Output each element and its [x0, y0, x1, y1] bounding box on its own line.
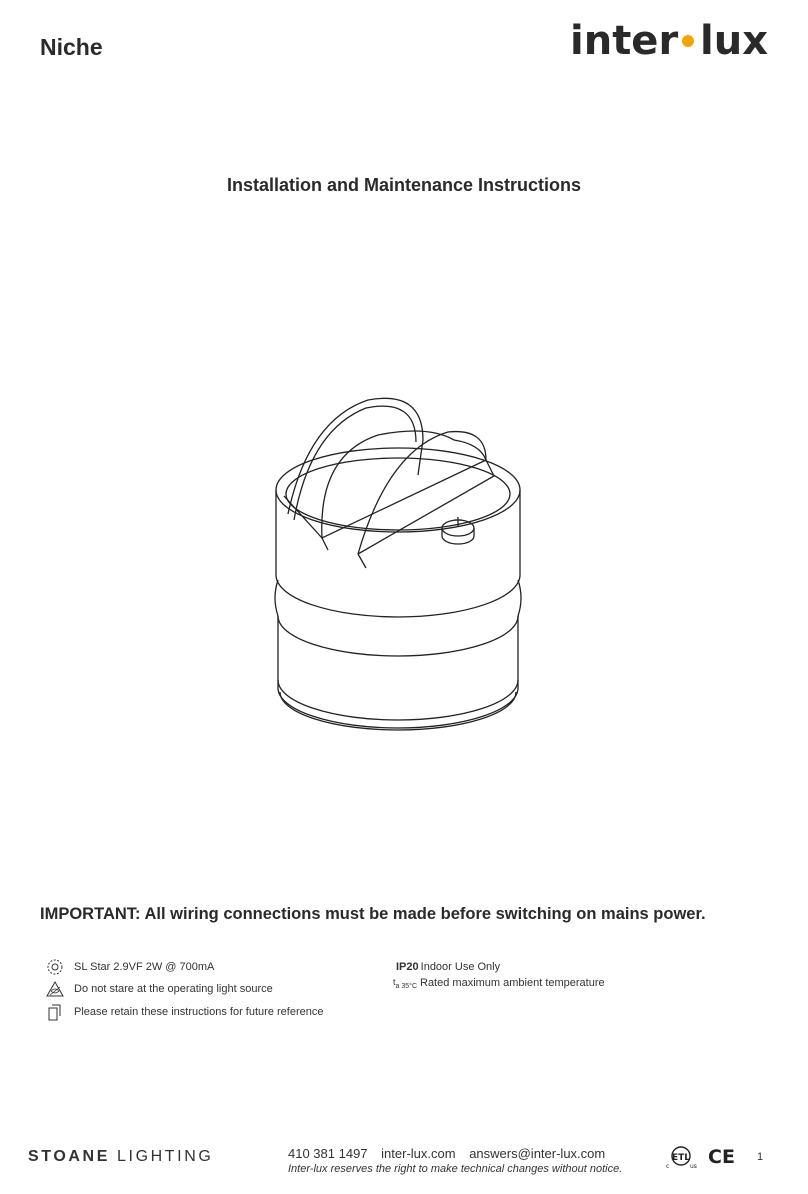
spec-retain-instructions [46, 1003, 323, 1021]
footer-phone: 410 381 1497 [288, 1146, 368, 1161]
page-number: 1 [757, 1151, 764, 1163]
spec-retain-text: Please retain these instructions for future reference [74, 1006, 324, 1018]
ce-mark-icon [708, 1145, 738, 1167]
stoane-lighting-logo [28, 1148, 213, 1166]
inter-lux-logo [570, 14, 782, 66]
spec-led [46, 958, 214, 976]
spec-stare-warning [46, 980, 273, 998]
product-name: Niche [40, 34, 103, 60]
led-star-icon [46, 958, 64, 976]
ta-symbol-sub: a 35°C [395, 982, 417, 990]
logo-text-right: lux [700, 18, 768, 64]
spec-ip-rating [396, 961, 500, 973]
spec-stare-text: Do not stare at the operating light source [74, 983, 273, 995]
etl-us-mark: us [690, 1163, 697, 1170]
logo-dot [682, 35, 694, 47]
logo-text-left: inter [570, 18, 679, 64]
footer-brand-bold: STOANE [28, 1148, 110, 1165]
etl-c-mark: c [666, 1163, 670, 1170]
ip-text: Indoor Use Only [420, 961, 501, 973]
document-title: Installation and Maintenance Instructions [226, 175, 582, 195]
spec-led-text: SL Star 2.9VF 2W @ 700mA [74, 961, 215, 973]
ta-text: Rated maximum ambient temperature [420, 977, 605, 990]
ce-mark-text: CE [708, 1146, 735, 1167]
fixture-illustration [258, 380, 538, 750]
footer-disclaimer: Inter-lux reserves the right to make technical changes without notice. [288, 1163, 623, 1175]
ip-code: IP20 [396, 961, 419, 973]
ta-symbol-letter: t [393, 977, 396, 987]
footer-contact [288, 1146, 615, 1161]
footer-website[interactable]: inter-lux.com [381, 1146, 456, 1161]
document-icon [46, 1003, 64, 1021]
footer-email[interactable]: answers@inter-lux.com [469, 1146, 606, 1161]
etl-certification-icon [664, 1144, 698, 1170]
svg-text:ETL: ETL [671, 1153, 691, 1163]
footer-brand-light: LIGHTING [117, 1148, 214, 1165]
spec-ambient-temperature [393, 977, 605, 990]
warning-eye-icon [46, 980, 64, 998]
ta-symbol [393, 977, 417, 990]
important-notice: IMPORTANT: All wiring connections must be made before switching on mains power. [40, 905, 706, 923]
